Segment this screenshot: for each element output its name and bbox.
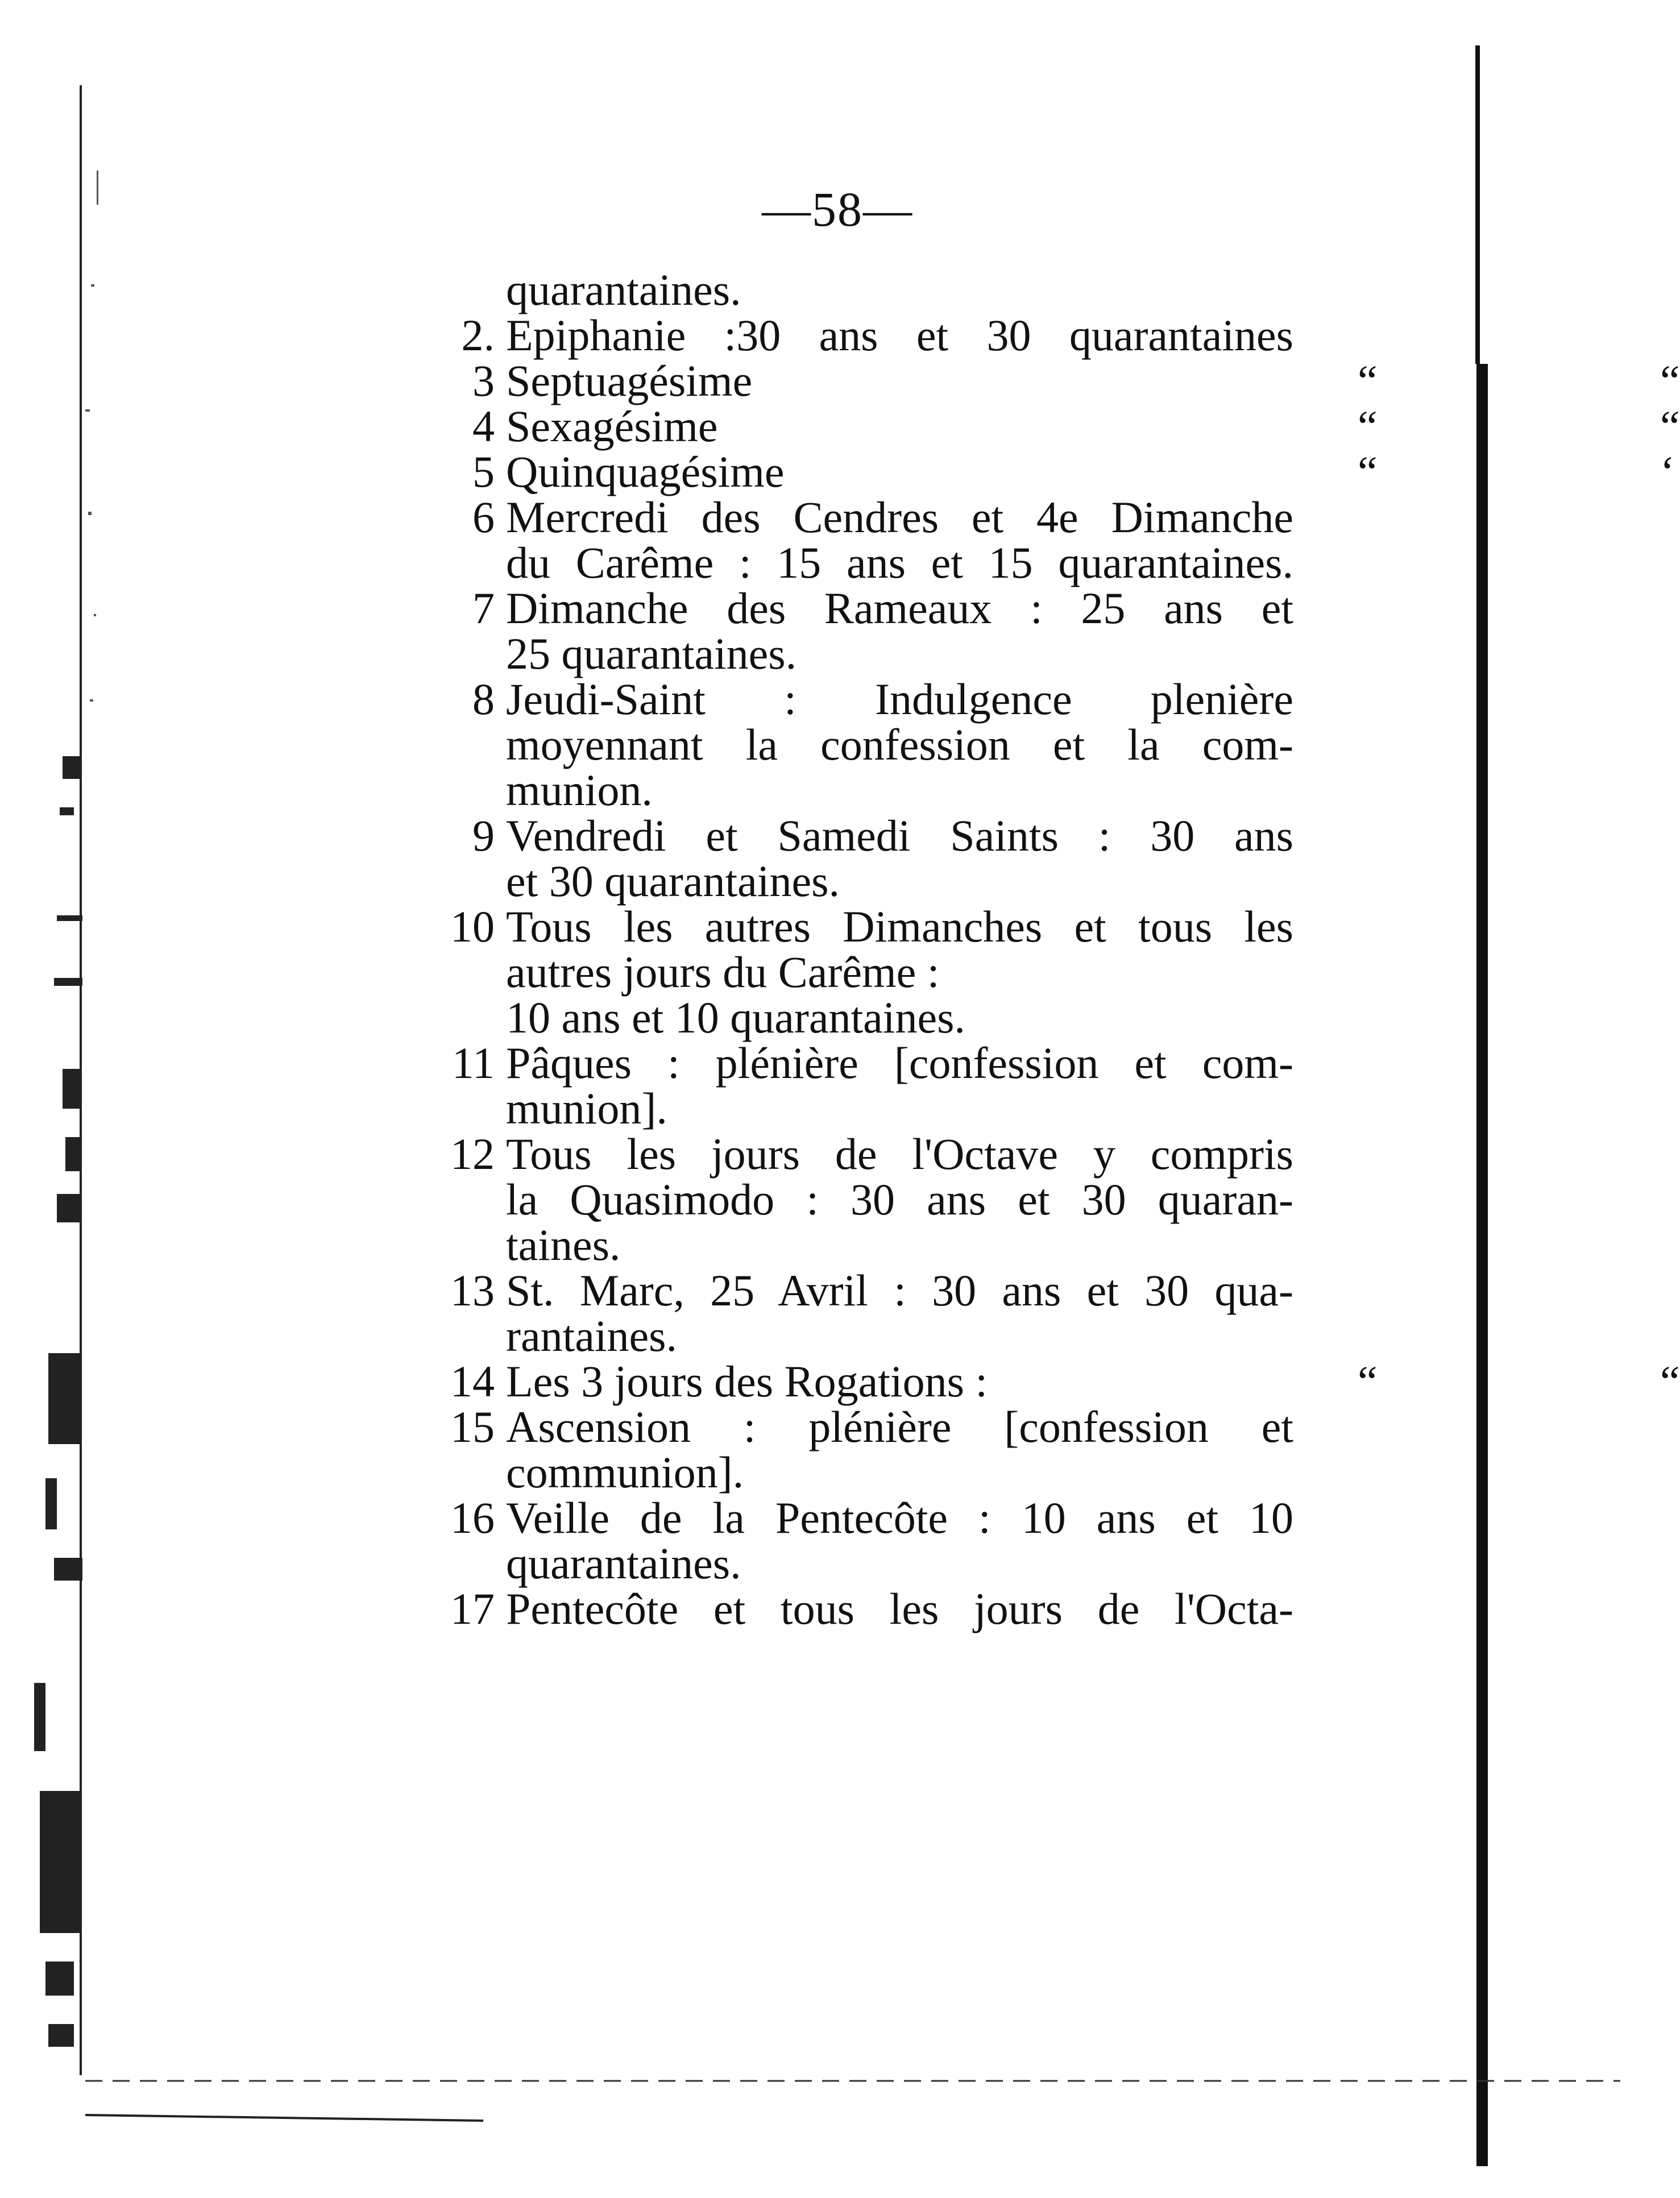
- line-number: 2.: [461, 310, 495, 360]
- line-text: Septuagésime: [506, 356, 753, 405]
- line-text: munion].: [506, 1084, 667, 1133]
- list-line: [421, 356, 1680, 405]
- line-text: taines.: [506, 1220, 621, 1270]
- list-line: [421, 1086, 1296, 1131]
- list-line: [421, 1538, 1296, 1588]
- line-text: Veille de la Pentecôte : 10 ans et 10: [506, 1493, 1293, 1542]
- line-number: 13: [450, 1266, 495, 1315]
- line-number: 16: [450, 1493, 495, 1542]
- list-line: [421, 310, 1296, 360]
- bottom-margin-rule: [85, 2070, 1620, 2155]
- line-text: Les 3 jours des Rogations :: [506, 1357, 988, 1406]
- list-line: [421, 722, 1296, 768]
- line-text: Sexagésime: [506, 401, 718, 451]
- list-line: [421, 904, 1296, 949]
- list-line: [421, 1131, 1296, 1177]
- list-line: [421, 1450, 1296, 1495]
- line-text: Quinquagésime: [506, 447, 785, 496]
- line-text: et 30 quarantaines.: [506, 856, 840, 906]
- line-text: St. Marc, 25 Avril : 30 ans et 30 qua-: [506, 1266, 1293, 1315]
- list-line: [421, 949, 1296, 995]
- list-line: [421, 1357, 1680, 1406]
- right-margin-rule: [1470, 45, 1492, 2166]
- list-line: [421, 813, 1296, 859]
- list-line: [421, 1222, 1296, 1268]
- line-text: 25 quarantaines.: [506, 629, 797, 678]
- list-line: [421, 856, 1296, 906]
- binding-edge-scan-noise: [0, 0, 97, 2198]
- list-line: [421, 674, 1296, 724]
- ditto-mark: ‘: [1660, 447, 1675, 496]
- line-text: du Carême : 15 ans et 15 quarantaines.: [506, 538, 1293, 587]
- list-line: [421, 1404, 1296, 1450]
- line-text: Mercredi des Cendres et 4e Dimanche: [506, 492, 1293, 542]
- line-number: 15: [450, 1402, 495, 1451]
- list-line: [421, 1040, 1296, 1086]
- list-line: [421, 1586, 1296, 1632]
- line-text: munion.: [506, 765, 653, 815]
- line-text: Jeudi-Saint : Indulgence plenière: [506, 674, 1293, 724]
- list-line: [421, 401, 1680, 451]
- list-line: [421, 492, 1296, 542]
- line-text: Vendredi et Samedi Saints : 30 ans: [506, 811, 1293, 860]
- list-line: [421, 1177, 1296, 1222]
- line-text: Pâques : plénière [confession et com-: [506, 1038, 1293, 1088]
- line-text: 10 ans et 10 quarantaines.: [506, 993, 965, 1042]
- ditto-mark: “: [1358, 401, 1378, 451]
- page-number: —58—: [762, 182, 913, 237]
- line-number: 14: [450, 1357, 495, 1406]
- line-text: Ascension : plénière [confession et: [506, 1402, 1293, 1451]
- line-number: 17: [450, 1584, 495, 1633]
- line-text: rantaines.: [506, 1311, 678, 1361]
- list-line: [421, 447, 1675, 496]
- line-text: Pentecôte et tous les jours de l'Octa-: [506, 1584, 1293, 1633]
- line-text: Tous les autres Dimanches et tous les: [506, 902, 1293, 951]
- line-number: 12: [450, 1129, 495, 1179]
- list-line: [421, 583, 1296, 633]
- ditto-mark: “: [1660, 401, 1680, 451]
- line-text: Tous les jours de l'Octave y compris: [506, 1129, 1293, 1179]
- line-text: quarantaines.: [506, 1538, 741, 1588]
- ditto-mark: “: [1358, 356, 1378, 405]
- line-text: quarantaines.: [506, 265, 741, 314]
- list-line: [421, 540, 1296, 586]
- line-text: Dimanche des Rameaux : 25 ans et: [506, 583, 1293, 633]
- line-text: autres jours du Carême :: [506, 947, 940, 997]
- list-line: [421, 1313, 1296, 1359]
- list-line: [421, 765, 1296, 815]
- line-number: 3: [472, 356, 495, 405]
- line-text: moyennant la confession et la com-: [506, 720, 1293, 769]
- line-text: Epiphanie :30 ans et 30 quarantaines: [506, 310, 1293, 360]
- ditto-mark: “: [1660, 356, 1680, 405]
- list-line: [421, 1268, 1296, 1313]
- line-number: 8: [472, 674, 495, 724]
- list-line: [421, 267, 1296, 313]
- ditto-mark: “: [1358, 1357, 1378, 1406]
- list-line: [421, 1495, 1296, 1541]
- line-text: communion].: [506, 1448, 744, 1497]
- line-number: 5: [472, 447, 495, 496]
- line-number: 10: [450, 902, 495, 951]
- ditto-mark: “: [1358, 447, 1378, 496]
- line-text: la Quasimodo : 30 ans et 30 quaran-: [506, 1175, 1293, 1224]
- line-number: 6: [472, 492, 495, 542]
- ditto-mark: “: [1660, 1357, 1680, 1406]
- line-number: 4: [472, 401, 495, 451]
- line-number: 7: [472, 583, 495, 633]
- indulgence-list: [421, 265, 1680, 1633]
- list-line: [421, 995, 1296, 1040]
- line-number: 11: [451, 1038, 495, 1088]
- line-number: 9: [472, 811, 495, 860]
- list-line: [421, 631, 1296, 677]
